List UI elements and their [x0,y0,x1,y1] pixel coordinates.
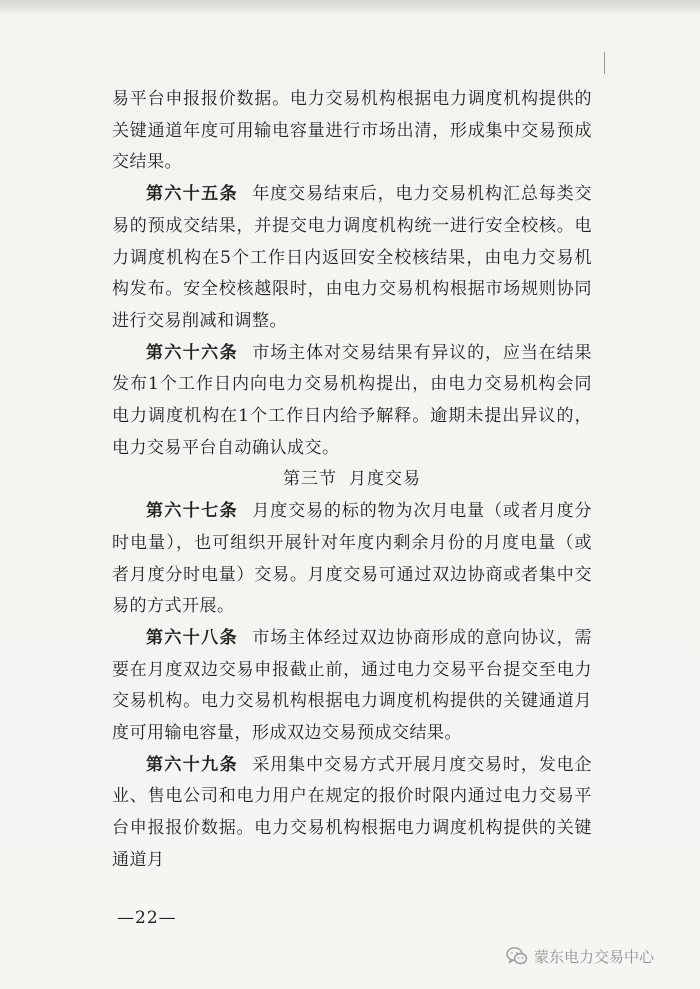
document-body [112,84,592,877]
watermark [506,944,654,968]
article-text: 年度交易结束后，电力交易机构汇总每类交易的预成交结果，并提交电力调度机构统一进行安全校核。电力调度机构在5个工作日内返回安全校核结果，由电力交易机构发布。安全校核越限时，由电力交易机构根据市场规则协同进行交易削减和调整。 [112,184,593,331]
article-text: 采用集中交易方式开展月度交易时，发电企业、售电公司和电力用户在规定的报价时限内通过电力交易平台申报报价数据。电力交易机构根据电力调度机构提供的关键通道月 [112,754,593,870]
article-text: 市场主体对交易结果有异议的，应当在结果发布1个工作日内向电力交易机构提出，由电力交易机构会同电力调度机构在1个工作日内给予解释。逾期未提出异议的，电力交易平台自动确认成交。 [112,342,593,458]
section-title: 月度交易 [349,469,421,490]
article-label: 第六十五条 [146,184,238,205]
article-label: 第六十八条 [146,627,238,648]
watermark-text: 蒙东电力交易中心 [534,947,655,966]
page-number: —22— [117,908,177,928]
paragraph-continuation: 易平台申报报价数据。电力交易机构根据电力调度机构提供的关键通道年度可用输电容量进行市场出清，形成集中交易预成交结果。 [112,89,592,173]
article-text: 月度交易的标的物为次月电量（或者月度分时电量），也可组织开展针对年度内剩余月份的月度电量（或者月度分时电量）交易。月度交易可通过双边协商或者集中交易的方式开展。 [112,501,593,617]
scan-shadow [0,0,700,14]
article-label: 第六十六条 [146,342,238,363]
wechat-icon [506,946,528,966]
article-66 [112,338,592,465]
section-label: 第三节 [283,469,337,490]
article-65 [112,179,592,338]
article-69 [112,750,592,877]
article-text: 市场主体经过双边协商形成的意向协议，需要在月度双边交易申报截止前，通过电力交易平台提交至电力交易机构。电力交易机构根据电力调度机构提供的关键通道月度可用输电容量，形成双边交易预成交结果。 [112,627,593,744]
article-68 [112,623,592,750]
article-label: 第六十九条 [146,754,238,775]
article-label: 第六十七条 [146,501,238,522]
section-heading [112,464,592,496]
article-67 [112,496,592,623]
margin-mark [604,52,605,74]
